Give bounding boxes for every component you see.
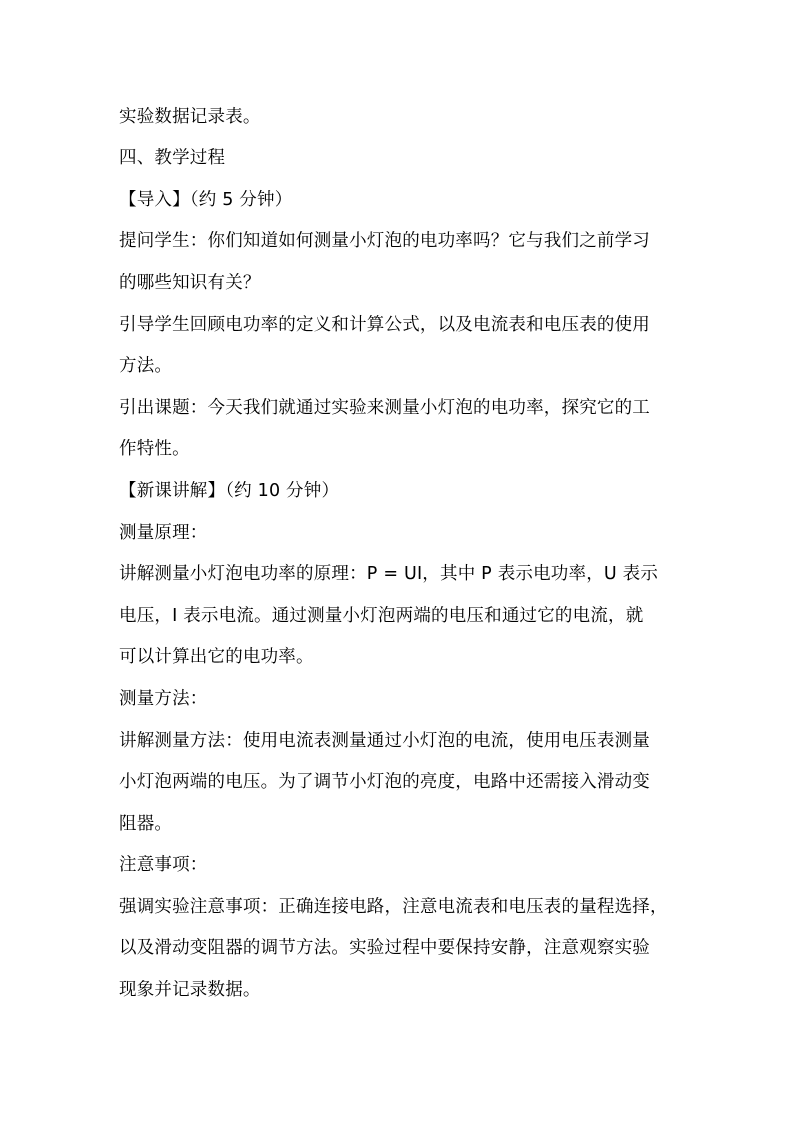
text-line: 小灯泡两端的电压。为了调节小灯泡的亮度，电路中还需接入滑动变 [119, 772, 650, 792]
section-heading: 四、教学过程 [119, 148, 226, 168]
text-line: 引导学生回顾电功率的定义和计算公式，以及电流表和电压表的使用 [119, 315, 650, 335]
text-line: 电压，I 表示电流。通过测量小灯泡两端的电压和通过它的电流，就 [119, 606, 644, 626]
text-line: 方法。 [119, 356, 173, 376]
subsection-heading: 【新课讲解】（约 10 分钟） [119, 481, 340, 501]
topic-label: 测量原理： [119, 523, 208, 543]
text-line: 引出课题：今天我们就通过实验来测量小灯泡的电功率，探究它的工 [119, 398, 650, 418]
topic-label: 测量方法： [119, 689, 208, 709]
text-line: 讲解测量小灯泡电功率的原理：P = UI，其中 P 表示电功率，U 表示 [119, 564, 659, 584]
text-line: 讲解测量方法：使用电流表测量通过小灯泡的电流，使用电压表测量 [119, 731, 650, 751]
topic-label: 注意事项： [119, 855, 208, 875]
text-line: 提问学生：你们知道如何测量小灯泡的电功率吗？它与我们之前学习 [119, 231, 650, 251]
subsection-heading: 【导入】（约 5 分钟） [119, 190, 293, 210]
text-line: 的哪些知识有关？ [119, 273, 261, 293]
text-line: 作特性。 [119, 439, 190, 459]
text-line: 现象并记录数据。 [119, 980, 261, 1000]
text-line: 以及滑动变阻器的调节方法。实验过程中要保持安静，注意观察实验 [119, 938, 650, 958]
text-line: 实验数据记录表。 [119, 107, 261, 127]
text-line: 阻器。 [119, 814, 173, 834]
text-line: 强调实验注意事项：正确连接电路，注意电流表和电压表的量程选择， [119, 897, 668, 917]
text-line: 可以计算出它的电功率。 [119, 647, 314, 667]
